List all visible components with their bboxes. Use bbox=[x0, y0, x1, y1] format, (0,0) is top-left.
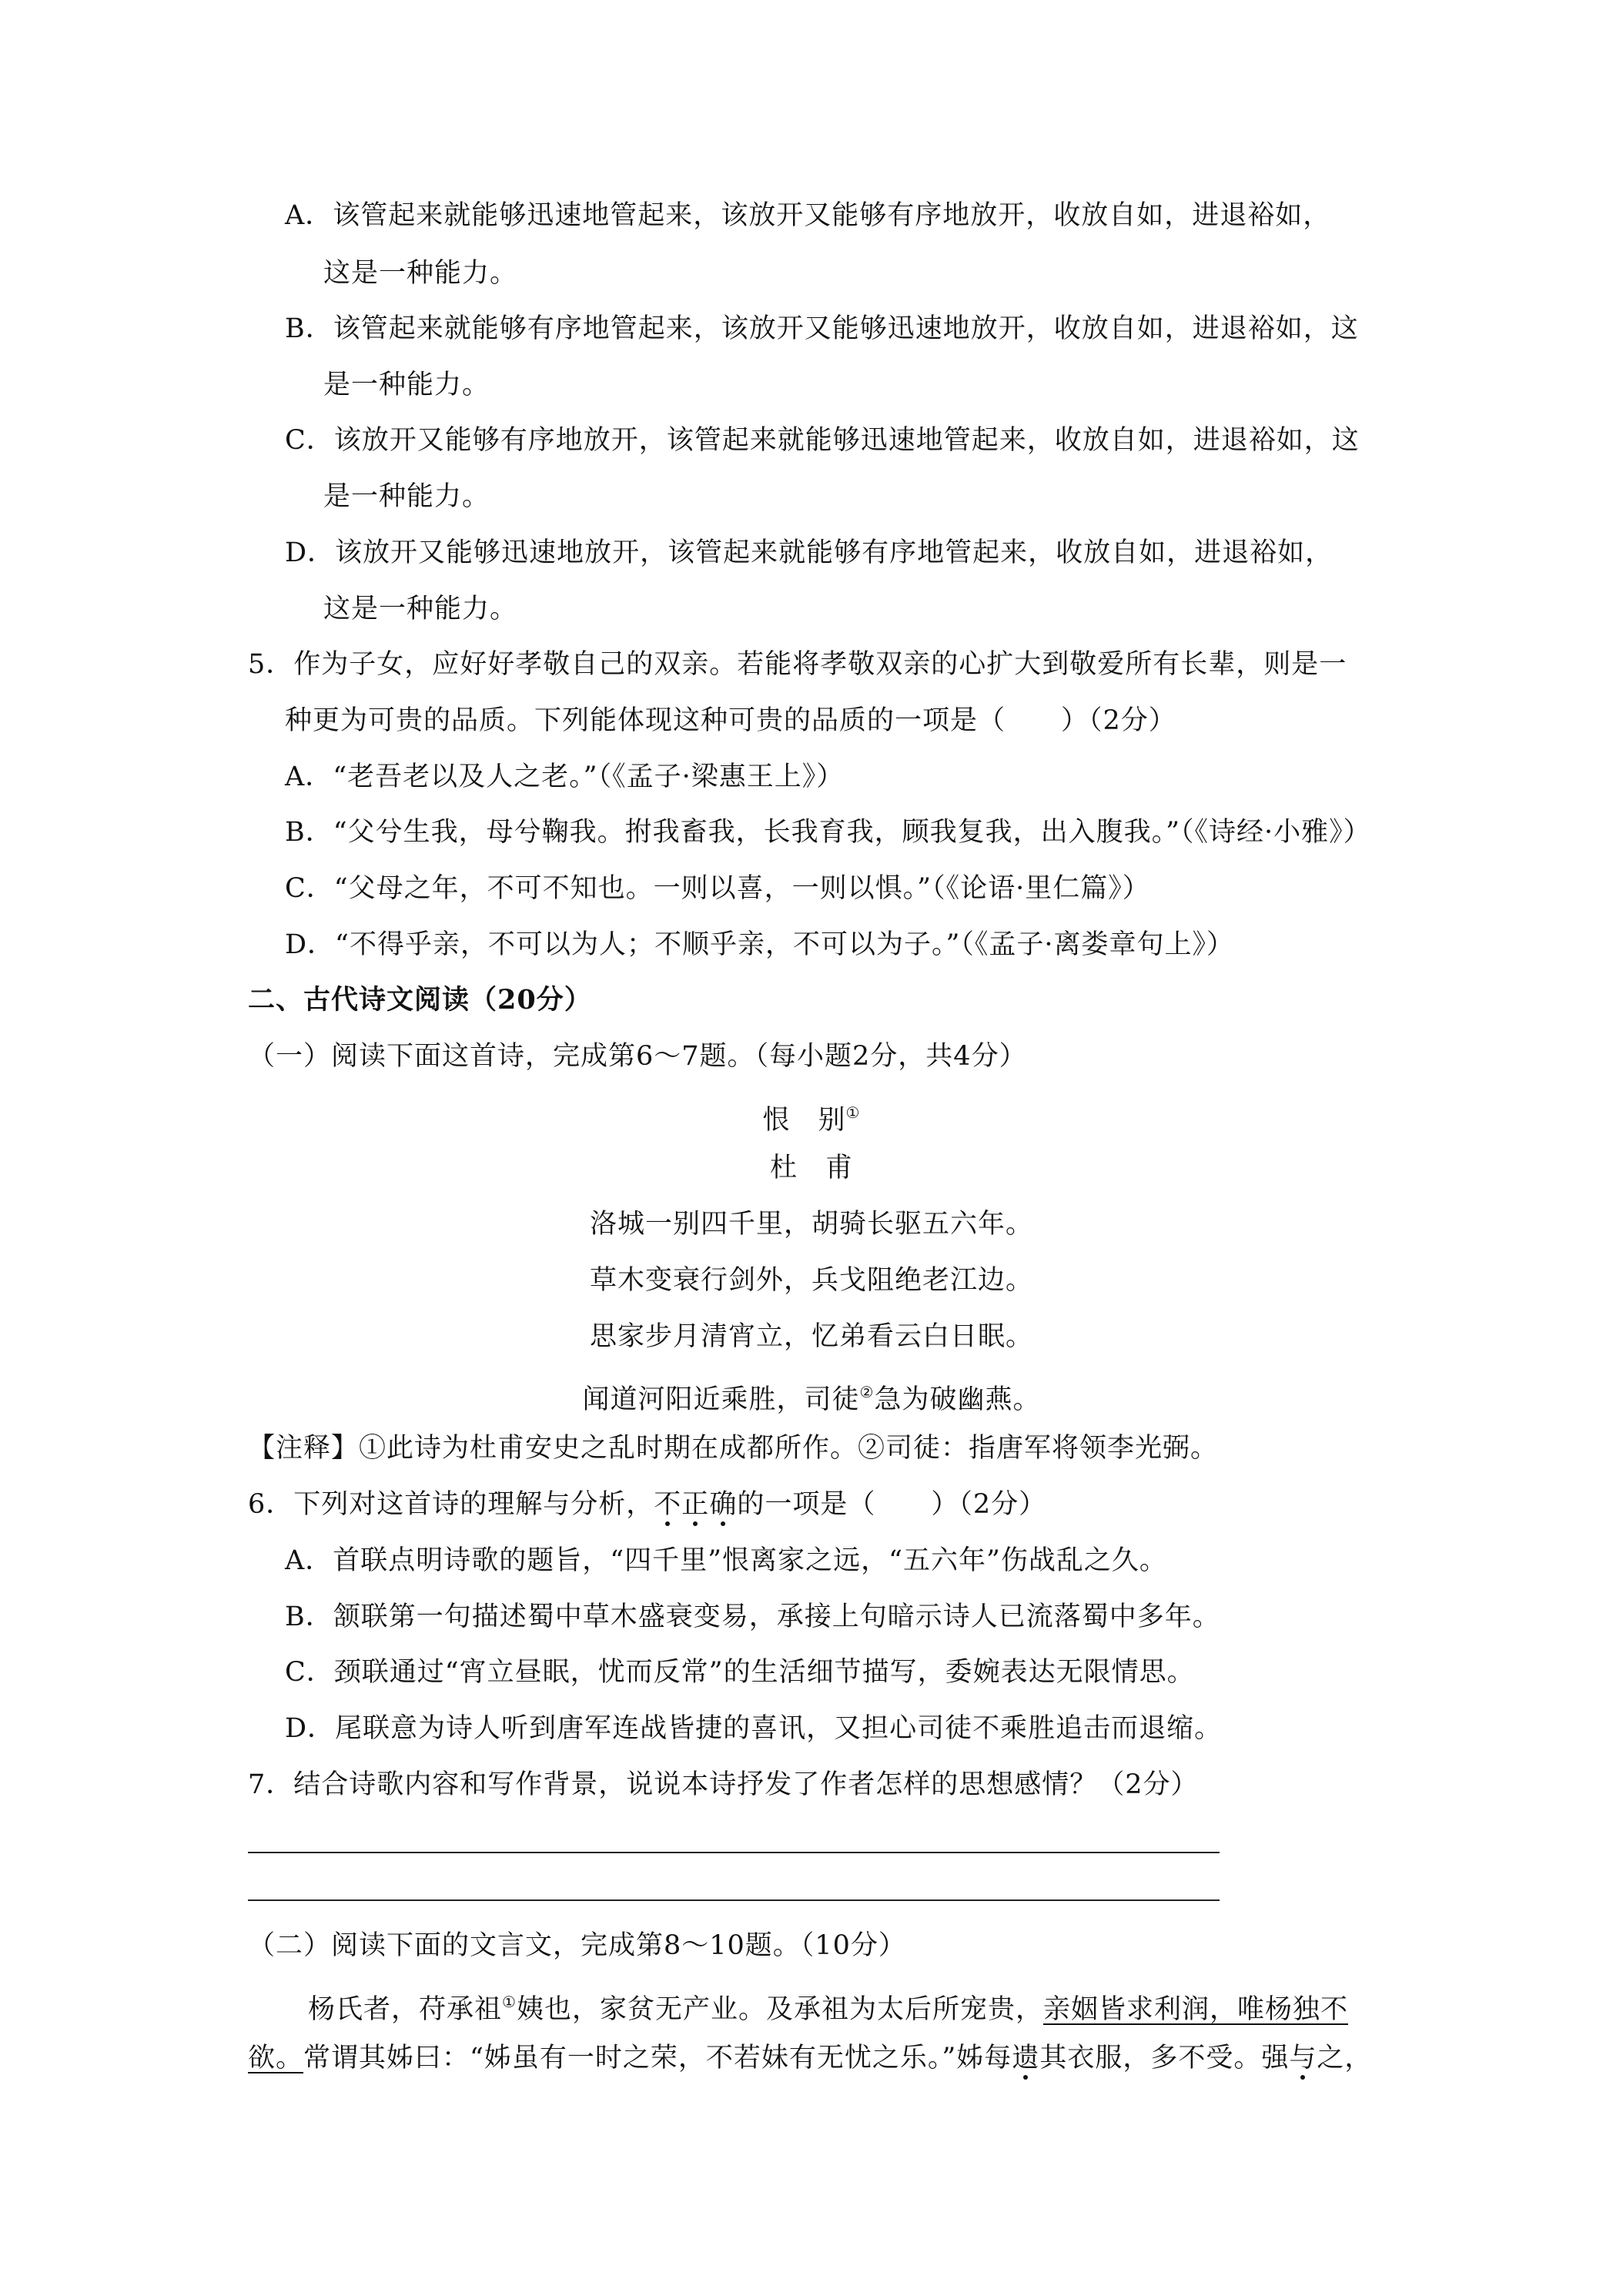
q4-option-a-line1: A．该管起来就能够迅速地管起来，该放开又能够有序地放开，收放自如，进退裕如， bbox=[285, 200, 1331, 231]
q4-option-c-line1: C．该放开又能够有序地放开，该管起来就能够迅速地管起来，收放自如，进退裕如，这 bbox=[285, 425, 1360, 456]
q5-option-a: A．“老吾老以及人之老。”（《孟子·梁惠王上》） bbox=[285, 761, 845, 792]
q6-stem-part-b: 的一项是（ ）（2分） bbox=[737, 1489, 1047, 1520]
passage-emphasis-char-2: 与 bbox=[1289, 2043, 1317, 2073]
passage-line-2-part-c: 之， bbox=[1317, 2043, 1373, 2073]
poem-line-4-footnote: ② bbox=[859, 1383, 875, 1401]
q7-stem: 7．结合诗歌内容和写作背景，说说本诗抒发了作者怎样的思想感情？（2分） bbox=[248, 1769, 1199, 1800]
passage-line-2-part-b: 其衣服，多不受。强 bbox=[1039, 2043, 1290, 2073]
poem-line-4-part-b: 急为破幽燕。 bbox=[874, 1384, 1041, 1415]
passage-footnote-1: ① bbox=[502, 1993, 517, 2011]
q5-stem-line2: 种更为可贵的品质。下列能体现这种可贵的品质的一项是（ ）（2分） bbox=[285, 705, 1176, 736]
q6-stem-part-a: 6．下列对这首诗的理解与分析， bbox=[248, 1489, 654, 1520]
section-heading: 二、古代诗文阅读（20分） bbox=[248, 984, 592, 1016]
passage-line-1-part-a: 杨氏者，苻承祖 bbox=[308, 1994, 503, 2025]
q4-option-c-line2: 是一种能力。 bbox=[323, 481, 490, 512]
passage-line-1-part-b: 姨也，家贫无产业。及承祖为太后所宠贵， bbox=[516, 1994, 1043, 2025]
q5-stem-line1: 5．作为子女，应好好孝敬自己的双亲。若能将孝敬双亲的心扩大到敬爱所有长辈，则是一 bbox=[248, 649, 1347, 680]
q4-option-a-line2: 这是一种能力。 bbox=[323, 258, 518, 289]
q6-option-a: A．首联点明诗歌的题旨，“四千里”恨离家之远，“五六年”伤战乱之久。 bbox=[285, 1545, 1167, 1576]
q4-option-b-line2: 是一种能力。 bbox=[323, 370, 490, 400]
poem-line-4-part-a: 闻道河阳近乘胜，司徒 bbox=[582, 1384, 860, 1415]
passage-underlined-sentence: 亲姻皆求利润，唯杨独不 bbox=[1042, 1994, 1348, 2025]
poem-title-text: 恨 别 bbox=[762, 1105, 846, 1136]
poem-line-3: 思家步月清宵立，忆弟看云白日眠。 bbox=[589, 1321, 1033, 1352]
passage-line-2 bbox=[248, 2039, 1372, 2077]
q7-answer-line-2[interactable] bbox=[248, 1899, 1220, 1901]
part2-intro: （二）阅读下面的文言文，完成第8～10题。（10分） bbox=[248, 1930, 906, 1961]
q5-option-b: B．“父兮生我，母兮鞠我。拊我畜我，长我育我，顾我复我，出入腹我。”（《诗经·小雅》） bbox=[285, 817, 1371, 848]
q4-option-d-line1: D．该放开又能够迅速地放开，该管起来就能够有序地管起来，收放自如，进退裕如， bbox=[285, 537, 1334, 568]
poem-annotation: 【注释】①此诗为杜甫安史之乱时期在成都所作。②司徒：指唐军将领李光弼。 bbox=[248, 1433, 1219, 1464]
q6-emphasis-char-1: 不 bbox=[654, 1489, 682, 1520]
passage-emphasis-char-1: 遗 bbox=[1012, 2043, 1040, 2073]
passage-line-2-part-a: 常谓其姊曰：“姊虽有一时之荣，不若妹有无忧之乐。”姊每 bbox=[303, 2043, 1012, 2073]
q6-emphasis-char-2: 正 bbox=[681, 1489, 710, 1520]
q6-option-b: B．颔联第一句描述蜀中草木盛衰变易，承接上句暗示诗人已流落蜀中多年。 bbox=[285, 1602, 1220, 1632]
q7-answer-line-1[interactable] bbox=[248, 1852, 1220, 1853]
q5-option-c: C．“父母之年，不可不知也。一则以喜，一则以惧。”（《论语·里仁篇》） bbox=[285, 873, 1150, 904]
q5-option-d: D．“不得乎亲，不可以为人；不顺乎亲，不可以为子。”（《孟子·离娄章句上》） bbox=[285, 929, 1234, 960]
part1-intro: （一）阅读下面这首诗，完成第6～7题。（每小题2分，共4分） bbox=[248, 1041, 1027, 1072]
poem-title bbox=[0, 1093, 1623, 1140]
poem-line-4 bbox=[0, 1373, 1623, 1419]
q6-stem bbox=[248, 1485, 1046, 1524]
poem-line-2: 草木变衰行剑外，兵戈阻绝老江边。 bbox=[589, 1265, 1033, 1296]
q6-option-d: D．尾联意为诗人听到唐军连战皆捷的喜讯，又担心司徒不乘胜追击而退缩。 bbox=[285, 1713, 1223, 1744]
q4-option-d-line2: 这是一种能力。 bbox=[323, 594, 518, 624]
q6-emphasis-char-3: 确 bbox=[709, 1489, 738, 1520]
poem-author: 杜 甫 bbox=[769, 1153, 853, 1183]
passage-line-1 bbox=[308, 1983, 1348, 2029]
q6-option-c: C．颈联通过“宵立昼眠，忧而反常”的生活细节描写，委婉表达无限情思。 bbox=[285, 1657, 1195, 1688]
passage-underlined-end: 欲。 bbox=[248, 2043, 304, 2073]
poem-line-1: 洛城一别四千里，胡骑长驱五六年。 bbox=[589, 1209, 1033, 1240]
poem-title-footnote: ① bbox=[845, 1103, 861, 1122]
q4-option-b-line1: B．该管起来就能够有序地管起来，该放开又能够迅速地放开，收放自如，进退裕如，这 bbox=[285, 313, 1359, 344]
